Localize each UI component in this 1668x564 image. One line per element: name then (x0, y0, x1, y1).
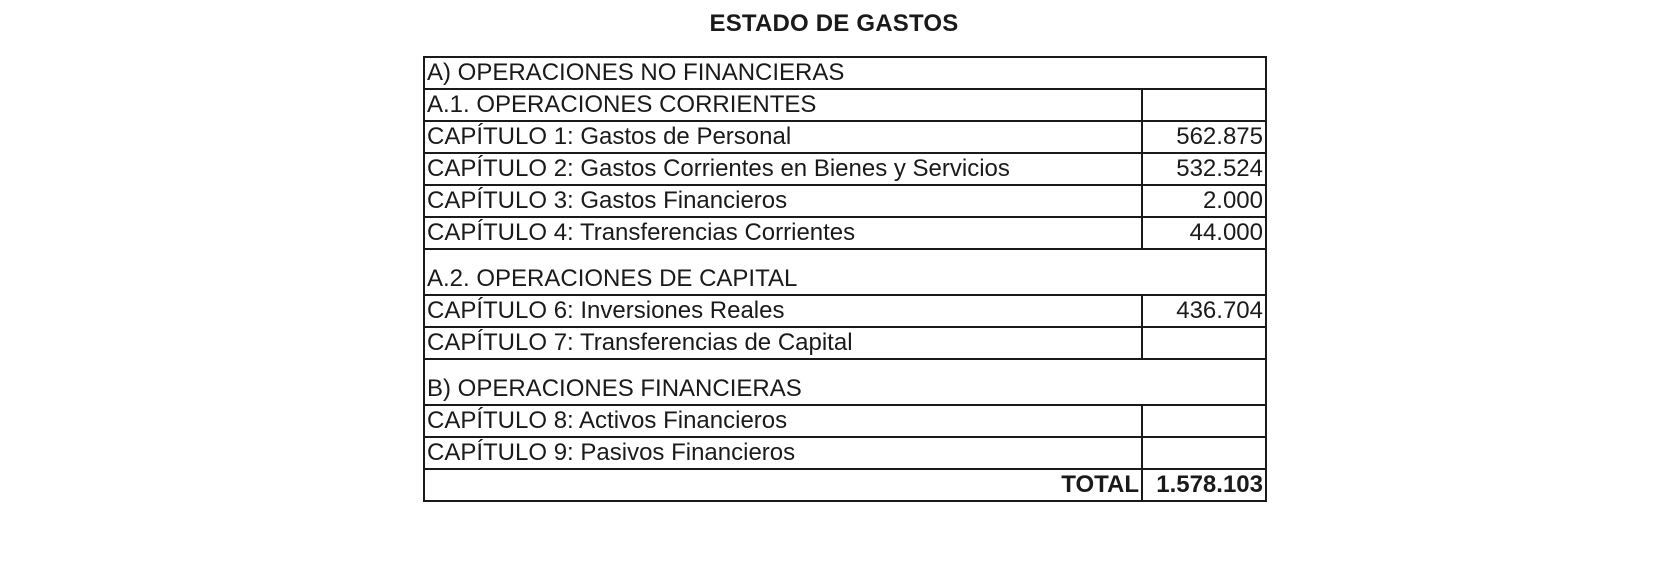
chapter-8-label: CAPÍTULO 8: Activos Financieros (424, 405, 1142, 437)
chapter-4-value: 44.000 (1142, 217, 1266, 249)
chapter-7-value (1142, 327, 1266, 359)
table-row (424, 405, 1266, 437)
chapter-4-label: CAPÍTULO 4: Transferencias Corrientes (424, 217, 1142, 249)
total-value: 1.578.103 (1142, 469, 1266, 501)
chapter-6-label: CAPÍTULO 6: Inversiones Reales (424, 295, 1142, 327)
chapter-2-label: CAPÍTULO 2: Gastos Corrientes en Bienes y Servicios (424, 153, 1142, 185)
section-label-a2: A.2. OPERACIONES DE CAPITAL (424, 249, 1266, 295)
chapter-3-value: 2.000 (1142, 185, 1266, 217)
section-row-a1 (424, 89, 1266, 121)
table-row (424, 121, 1266, 153)
chapter-1-label: CAPÍTULO 1: Gastos de Personal (424, 121, 1142, 153)
table-row (424, 437, 1266, 469)
section-row-b (424, 359, 1266, 405)
total-row (424, 469, 1266, 501)
section-row-a (424, 57, 1266, 89)
page-title: ESTADO DE GASTOS (709, 10, 959, 37)
section-label-a1: A.1. OPERACIONES CORRIENTES (424, 89, 1142, 121)
chapter-6-value: 436.704 (1142, 295, 1266, 327)
chapter-7-label: CAPÍTULO 7: Transferencias de Capital (424, 327, 1142, 359)
table-row (424, 217, 1266, 249)
table-row (424, 327, 1266, 359)
table-row (424, 153, 1266, 185)
chapter-1-value: 562.875 (1142, 121, 1266, 153)
section-label-a: A) OPERACIONES NO FINANCIERAS (424, 57, 1266, 89)
section-value-a1 (1142, 89, 1266, 121)
section-row-a2 (424, 249, 1266, 295)
expense-table (423, 56, 1267, 502)
table-row (424, 295, 1266, 327)
total-label: TOTAL (424, 469, 1142, 501)
chapter-9-value (1142, 437, 1266, 469)
chapter-2-value: 532.524 (1142, 153, 1266, 185)
table-row (424, 185, 1266, 217)
chapter-8-value (1142, 405, 1266, 437)
chapter-3-label: CAPÍTULO 3: Gastos Financieros (424, 185, 1142, 217)
chapter-9-label: CAPÍTULO 9: Pasivos Financieros (424, 437, 1142, 469)
section-label-b: B) OPERACIONES FINANCIERAS (424, 359, 1266, 405)
